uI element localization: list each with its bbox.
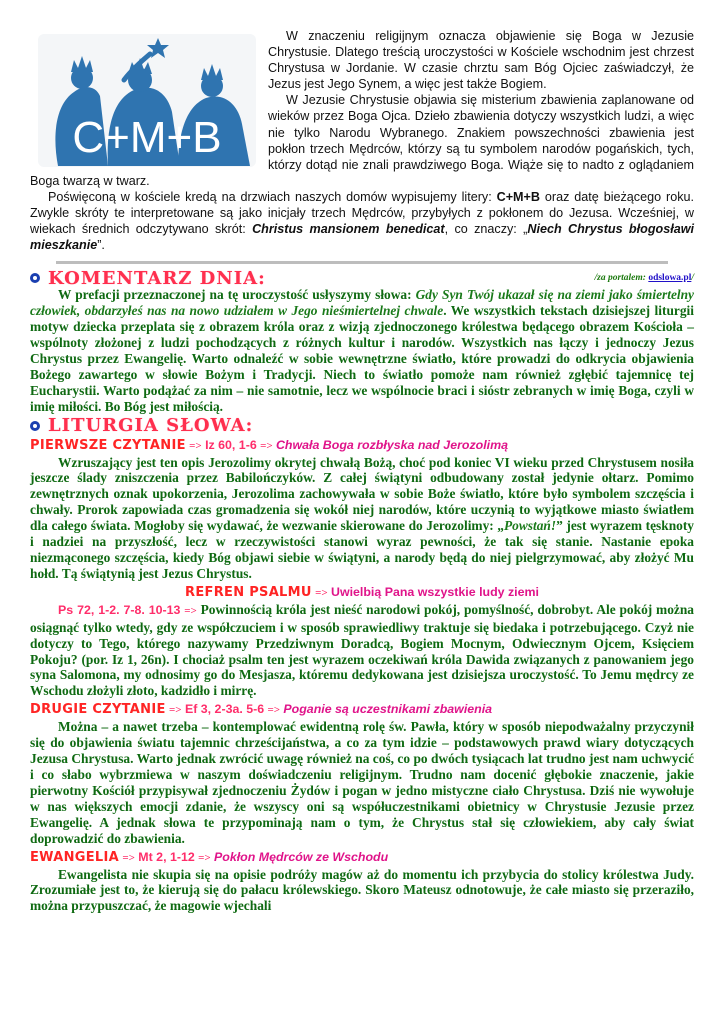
- portal-credit: [594, 273, 694, 283]
- cmb-logo-text: C+M+B: [72, 113, 222, 162]
- arrow-icon: =>: [169, 704, 182, 717]
- psalm-label: REFREN PSALMU: [185, 584, 312, 600]
- gospel-ref: Mt 2, 1-12: [138, 849, 195, 864]
- gospel-header: [30, 848, 694, 867]
- psalm-refrain: Uwielbią Pana wszystkie ludy ziemi: [331, 584, 539, 599]
- reading-1-header: [30, 436, 694, 455]
- arrow-icon: =>: [260, 439, 273, 452]
- komentarz-text: W prefacji przeznaczonej na tę uroczystość usłyszymy słowa:: [58, 287, 416, 303]
- bullet-icon: [30, 273, 40, 283]
- reading-1-body: [30, 455, 694, 582]
- reading-2-label: DRUGIE CZYTANIE: [30, 702, 166, 718]
- reading-1-paragraph: [30, 455, 694, 582]
- liturgia-title: LITURGIA SŁOWA:: [48, 415, 254, 437]
- intro-text: oraz datę bieżącego roku. Zwykle skróty te interpretowane są jako inicjały trzech Mędrców, przybyłych z pokłonem do Jezusa. Wcześniej, w wiekach średnich odczytywano skrót:: [30, 189, 694, 237]
- intro-initials: C+M+B: [496, 189, 540, 204]
- komentarz-text: . We wszystkich tekstach dzisiejszej liturgii motyw dziecka przeplata się z obrazem króla oraz z wizją zjednoczonego królestwa będącego obrazem Kościoła – wspólnoty złożonej z ludzi pochodzących z różnych kultur i narodów. Wszystkich nas łączy i jednoczy Jezus Chrystus przez Ewangelię. Warto odnaleźć w sobie wewnętrzne światło, które prowadzi do odkrycia objawienia Bożego zawartego w słowie Bożym i Tradycji. Niech to światło pomoże nam również zgłębić tajemnicę tej Eucharystii. Warto podążać za nim – nie samotnie, lecz we wspólnocie braci i sióstr zebranych w imię Boga, czyli w imię miłości. Bo Bóg jest miłością.: [30, 303, 694, 414]
- intro-latin-phrase: Christus mansionem benedicat: [252, 222, 445, 237]
- divider: [56, 261, 668, 264]
- intro-paragraph-3: [30, 189, 694, 253]
- intro-paragraph-1: W znaczeniu religijnym oznacza objawienie się Boga w Jezusie Chrystusie. Dlatego treścią uroczystości w Kościele wschodnim jest chrzest Chrystusa w Jordanie. W czasie chrztu sam Bóg Ojciec zaświadczył, że Jezus jest Jego Synem, a więc jest także Bogiem.: [268, 29, 694, 92]
- reading-1-title: Chwała Boga rozbłyska nad Jerozolimą: [275, 437, 509, 452]
- komentarz-quote: Gdy Syn Twój ukazał się na ziemi jako śmiertelny człowiek, obdarzyłeś nas na nowo udziałem w Jego nieśmiertelnej chwale: [30, 287, 694, 319]
- intro-text: ”.: [97, 238, 105, 253]
- arrow-icon: =>: [315, 586, 328, 599]
- intro-text: , co znaczy: „: [444, 222, 528, 237]
- komentarz-body: [30, 287, 694, 414]
- komentarz-paragraph: [30, 287, 694, 414]
- intro-text: Poświęconą w kościele kredą na drzwiach naszych domów wypisujemy litery:: [48, 189, 497, 204]
- psalm-body: [30, 602, 694, 699]
- arrow-icon: =>: [267, 704, 281, 717]
- three-kings-icon: [38, 34, 256, 167]
- intro-translation: Niech Chrystus błogosławi mieszkanie: [30, 222, 695, 253]
- psalm-text: Powinnością króla jest nieść narodowi pokój, pomyślność, dobrobyt. Ale pokój można osiągnąć tylko wtedy, gdy ze współczuciem i w sposób sprawiedliwy traktuje się biedaka i potrzebującego. Czyż nie dotyczy to Tego, którego nazywamy Przedziwnym Doradcą, Bogiem Mocnym, Odwiecznym Ojcem, Księciem Pokoju? (por. Iz 1, 26n). I chociaż psalm ten jest wyrazem oczekiwań króla Dawida związanych z panowaniem jego syna Salomona, my odnosimy go do Mesjasza, któremu dedykowana jest dzisiejsza uroczystość. To Jemu mędrcy ze Wschodu złożyli złoto, kadzidło i mirrę.: [30, 601, 694, 699]
- gospel-paragraph: Ewangelista nie skupia się na opisie podróży magów aż do momentu ich przybycia do stolicy królestwa Judy. Zrozumiałe jest to, że kierują się do pałacu królewskiego. Skoro Mateusz odnotowuje, że całe miasto się przeraziło, można przypuszczać, że magowie wjechali: [30, 866, 694, 914]
- arrow-icon: =>: [184, 604, 197, 617]
- reading-2-paragraph: Można – a nawet trzeba – kontemplować ewidentną rolę św. Pawła, który w sposób niepodważalny przyczynił się do objawienia światu tajemnic chrześcijaństwa, a co za tym idzie – podstawowych prawd wiary dotyczących Jezusa Chrystusa. Warto jednak zwrócić uwagę również na coś, co po dwóch tysiącach lat trudno jest nam uchwycić i co słabo wybrzmiewa w naszym doświadczeniu religijnym. Trudno nam docenić głębokie znaczenie, jakie pierwotny Kościół przypisywał zjednoczeniu Żydów i pogan w jedno mistyczne ciało Chrystusa. Dziś nie wywołuje w nas większych emocji zdanie, że wszyscy oni są współuczestnikami obietnicy w Chrystusie Jezusie przez Ewangelię. A jednak słowa te przypominają nam o tym, że Chrystus stał się człowiekiem, aby cały świat doprowadzić do zbawienia.: [30, 719, 694, 846]
- reading-2-body: [30, 719, 694, 846]
- liturgia-header: [30, 417, 694, 435]
- psalm-header: [30, 583, 694, 602]
- gospel-title: Pokłon Mędrców ze Wschodu: [214, 849, 389, 864]
- arrow-icon: =>: [122, 851, 135, 864]
- reading-2-header: [30, 700, 694, 719]
- reading-1-ref: Iz 60, 1-6: [205, 437, 257, 452]
- portal-link[interactable]: odslowa.pl: [648, 273, 692, 284]
- reading-1-quote: Powstań!: [504, 518, 557, 534]
- page: [30, 28, 694, 914]
- cmb-logo: [38, 34, 256, 167]
- intro-section: [30, 28, 694, 253]
- bullet-icon: [30, 421, 40, 431]
- gospel-label: EWANGELIA: [30, 849, 120, 865]
- gospel-body: [30, 867, 694, 915]
- komentarz-header: [30, 269, 694, 287]
- reading-2-ref: Ef 3, 2-3a. 5-6: [184, 702, 265, 717]
- psalm-paragraph: [30, 602, 694, 699]
- portal-prefix: /za portalem:: [594, 273, 649, 284]
- portal-suffix: /: [691, 273, 694, 284]
- psalm-ref: Ps 72, 1-2. 7-8. 10-13: [58, 602, 181, 617]
- arrow-icon: =>: [189, 439, 202, 452]
- reading-1-label: PIERWSZE CZYTANIE: [30, 437, 186, 453]
- komentarz-title: KOMENTARZ DNIA:: [48, 267, 266, 289]
- reading-1-text: ” jest wyrazem tęsknoty i nadziei na przyszłość, lecz w rzeczywistości stanowi wyraz pewności, że tak się stanie. Nastanie epoka niezmąconego szczęścia, kiedy Bóg objawi siebie w świątyni, a narody będą do niej pielgrzymować, aby złożyć Mu hołd. Tą świątynią jest Jezus Chrystus.: [30, 518, 694, 581]
- reading-1-text: Wzruszający jest ten opis Jerozolimy okrytej chwałą Bożą, choć pod koniec VI wieku przed Chrystusem nosiła jeszcze ślady zniszczenia przez Babilończyków. Z całej świątyni odbudowany został jedynie ołtarz. Pomimo zewnętrznych oznak upokorzenia, Jerozolima zachowywała w sobie Boże światło, które było symbolem szczęścia i chwały. Prorok zapowiada czas gromadzenia się wokół niej narodów, które uczynią to wyjątkowe miasto światłem dla całego świata. Mogłoby się wydawać, że wezwanie skierowane do Jerozolimy: „: [30, 454, 694, 534]
- intro-paragraph-2: W Jezusie Chrystusie objawia się misterium zbawienia zaplanowane od wieków przez Boga Ojca. Dzieło zbawienia dotyczy wszystkich ludzi, a więc nie tylko Narodu Wybranego. Znakiem powszechności zbawienia jest pokłon trzech Mędrców, którzy są tu symbolem narodów pogańskich, tych, którzy dotąd nie znali prawdziwego Boga. Wiąże się to nadto z oglądaniem Boga twarzą w twarz.: [30, 93, 694, 188]
- reading-2-title: Poganie są uczestnikami zbawienia: [283, 702, 493, 717]
- arrow-icon: =>: [198, 851, 211, 864]
